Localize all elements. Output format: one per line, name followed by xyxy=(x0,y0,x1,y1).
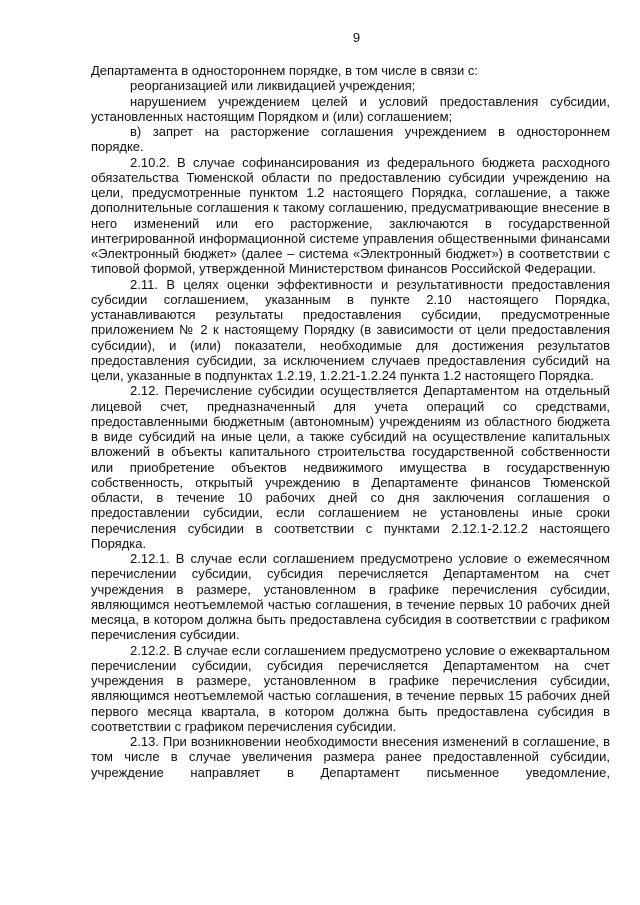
paragraph-2-10-2: 2.10.2. В случае софинансирования из федерального бюджета расходного обязательства Тюменской области по предоставлению субсидии учреждению на цели, предусмотренные пунктом 1.2 настоящего Порядка, соглашение, а также дополнительные соглашения к такому соглашению, предусматривающие внесение в него изменений или его расторжение, заключаются в государственной интегрированной информационной системе управления общественными финансами «Электронный бюджет» (далее – система «Электронный бюджет») в соответствии с типовой формой, утвержденной Министерством финансов Российской Федерации. xyxy=(91,154,610,277)
paragraph-2-13: 2.13. При возникновении необходимости внесения изменений в соглашение, в том числе в случае увеличения размера ранее предоставленной субсидии, учреждение направляет в Департамент письменное уведомление, xyxy=(91,734,610,780)
paragraph-violation: нарушением учреждением целей и условий предоставления субсидии, установленных настоящим Порядком и (или) соглашением; xyxy=(91,93,610,124)
paragraph-2-12: 2.12. Перечисление субсидии осуществляется Департаментом на отдельный лицевой счет, предназначенный для учета операций со средствами, предоставленными бюджетным (автономным) учреждениям из областного бюджета в виде субсидий на иные цели, а также субсидий на осуществление капитальных вложений в объекты капитального строительства государственной собственности или приобретение объектов недвижимого имущества в государственную собственность, открытый учреждению в Департаменте финансов Тюменской области, в течение 10 рабочих дней со дня заключения соглашения о предоставлении субсидии, если соглашением не установлены иные сроки перечисления субсидии в соответствии с пунктами 2.12.1-2.12.2 настоящего Порядка. xyxy=(91,383,610,551)
paragraph-termination-ban: в) запрет на расторжение соглашения учреждением в одностороннем порядке. xyxy=(91,124,610,155)
paragraph-2-12-1: 2.12.1. В случае если соглашением предусмотрено условие о ежемесячном перечислении субсидии, субсидия перечисляется Департаментом на счет учреждения в размере, установленном в графике перечисления субсидии, являющимся неотъемлемой частью соглашения, в течение первых 10 рабочих дней месяца, в котором должна быть предоставлена субсидия в соответствии с графиком перечисления субсидии. xyxy=(91,551,610,643)
paragraph-2-11: 2.11. В целях оценки эффективности и результативности предоставления субсидии соглашением, указанным в пункте 2.10 настоящего Порядка, устанавливаются результаты предоставления субсидии, предусмотренные приложением № 2 к настоящему Порядку (в зависимости от цели предоставления субсидии), и (или) показатели, необходимые для достижения результатов предоставления субсидии, за исключением случаев предоставления субсидий на цели, указанные в подпунктах 1.2.19, 1.2.21-1.2.24 пункта 1.2 настоящего Порядка. xyxy=(91,276,610,383)
document-page xyxy=(91,30,610,780)
paragraph-reorganization: реорганизацией или ликвидацией учреждения; xyxy=(130,78,416,94)
paragraph-2-12-2: 2.12.2. В случае если соглашением предусмотрено условие о ежеквартальном перечислении субсидии, субсидия перечисляется Департаментом на счет учреждения в размере, установленном в графике перечисления субсидии, являющимся неотъемлемой частью соглашения, в течение первых 15 рабочих дней первого месяца квартала, в котором должна быть предоставлена субсидия в соответствии с графиком перечисления субсидии. xyxy=(91,642,610,734)
page-number: 9 xyxy=(352,30,361,45)
paragraph-department-termination: Департамента в одностороннем порядке, в том числе в связи с: xyxy=(91,63,478,78)
document-body xyxy=(91,63,610,780)
